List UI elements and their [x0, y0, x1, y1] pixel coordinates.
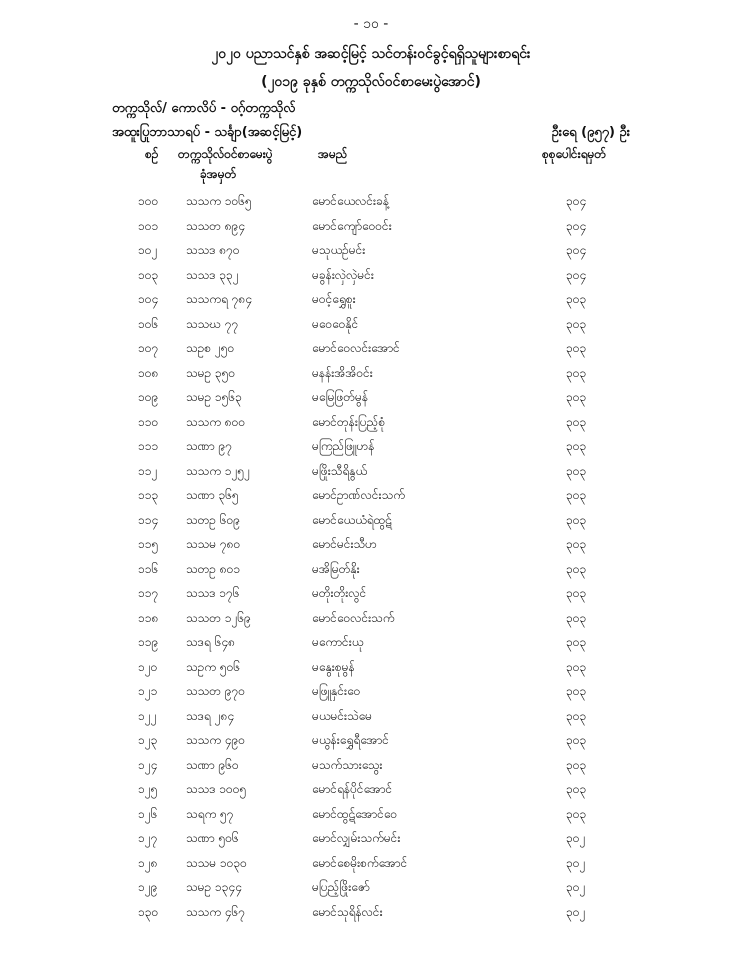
table-row: [0, 414, 742, 439]
row-name: မယမင်းသဲမေ: [312, 708, 373, 723]
row-no: ၁၀၉: [138, 390, 159, 404]
row-no: ၁၁၇: [138, 586, 159, 600]
document-subtitle: (၂၀၁၉ ခုနှစ် တက္ကသိုလ်ဝင်စာမေးပွဲအောင်): [261, 74, 481, 90]
table-row: [0, 218, 742, 243]
row-marks: ၃၀၃: [566, 439, 587, 453]
results-table: [0, 193, 742, 928]
table-row: [0, 610, 742, 635]
row-marks: ၃၀၃: [566, 537, 587, 551]
table-row: [0, 757, 742, 782]
row-marks: ၃၀၃: [566, 341, 587, 355]
table-row: [0, 463, 742, 488]
row-name: မောင်ဥာဏ်လင်းသက်: [312, 488, 405, 502]
row-roll: သသကရ ၇၈၄: [186, 292, 253, 306]
row-no: ၁၁၂: [138, 463, 158, 478]
row-marks: ၃၀၃: [566, 782, 587, 796]
row-roll: သသမ ၇၈၀: [186, 537, 241, 551]
row-roll: သသက ၈၀၀: [186, 414, 246, 429]
row-no: ၁၀၄: [138, 292, 159, 306]
table-row: [0, 512, 742, 537]
row-no: ၁၀၇: [138, 341, 159, 355]
row-roll: သသတ ၁၂၆၉: [186, 610, 251, 625]
row-marks: ၃၀၃: [566, 512, 587, 527]
row-marks: ၃၀၃: [566, 365, 587, 380]
row-name: မခွန်းလှဲလှဲမင်း: [312, 267, 374, 282]
row-roll: သမဥ ၃၅၀: [186, 365, 236, 380]
row-roll: သရက ၅၇: [186, 806, 234, 821]
row-no: ၁၀၁: [138, 218, 159, 233]
row-no: ၁၂၇: [138, 831, 158, 845]
row-marks: ၃၀၄: [566, 194, 587, 208]
row-roll: သဏာ ၉၇: [186, 439, 232, 453]
row-no: ၁၂၆: [138, 806, 158, 821]
row-marks: ၃၀၃: [566, 390, 587, 404]
row-roll: သသတ ၈၉၄: [186, 218, 246, 233]
row-no: ၁၂၃: [138, 733, 158, 747]
row-marks: ၃၀၃: [566, 414, 587, 429]
major-label: အထူးပြုဘာသာရပ် - သင်္ချာ(အဆင့်မြင့်): [112, 125, 303, 140]
row-no: ၁၁၀: [138, 414, 159, 429]
row-roll: သမဥ ၁၅၆၃: [186, 390, 242, 404]
row-roll: သသဒ ၁၀၀၅: [186, 782, 247, 796]
table-row: [0, 389, 742, 414]
row-no: ၁၂၁: [138, 684, 158, 698]
row-marks: ၃၀၃: [566, 806, 587, 821]
row-name: မဝင့်ရွှေစူး: [312, 292, 356, 306]
header-roll: တက္ကသိုလ်ဝင်စာမေးပွဲ: [178, 147, 273, 161]
page-number: - ၁၀ -: [353, 16, 389, 32]
row-marks: ၃၀၃: [566, 684, 587, 698]
row-no: ၁၀၂: [138, 243, 158, 257]
row-marks: ၃၀၂: [566, 880, 586, 894]
row-no: ၁၁၈: [138, 610, 159, 625]
row-marks: ၃၀၃: [566, 488, 587, 502]
table-row: [0, 585, 742, 610]
row-no: ၁၂၉: [138, 880, 158, 894]
table-row: [0, 830, 742, 855]
row-name: မဖြူနှင်းဝေ: [312, 684, 361, 698]
table-row: [0, 365, 742, 390]
row-roll: သဏာ ၉၆၀: [186, 757, 239, 772]
row-name: မယွန်းရွှေရီအောင်: [312, 733, 389, 747]
document-title: ၂၀၂၀ ပညာသင်နှစ် အဆင့်မြင့် သင်တန်းဝင်ခွင့်ရရှိသူများစာရင်း: [211, 46, 531, 62]
row-roll: သဏာ ၅၀၆: [186, 831, 239, 845]
header-name: အမည်: [318, 147, 348, 161]
row-name: မဝေဝေနိုင်: [312, 316, 359, 331]
row-name: မောင်စေမိုးစက်အောင်: [312, 855, 408, 870]
table-row: [0, 708, 742, 733]
table-row: [0, 267, 742, 292]
row-roll: သဒရ ၂၈၄: [186, 708, 235, 723]
table-row: [0, 781, 742, 806]
table-row: [0, 806, 742, 831]
row-name: မောင်ကျော်ဝေဝင်း: [312, 218, 392, 233]
row-no: ၁၂၄: [138, 757, 158, 772]
table-row: [0, 855, 742, 880]
table-row: [0, 683, 742, 708]
row-no: ၁၀၆: [138, 316, 159, 331]
row-marks: ၃၀၃: [566, 757, 587, 772]
row-marks: ၃၀၃: [566, 708, 587, 723]
table-row: [0, 291, 742, 316]
row-no: ၁၁၉: [138, 635, 159, 649]
row-marks: ၃၀၄: [566, 267, 587, 282]
row-no: ၁၂၈: [138, 855, 158, 870]
row-marks: ၃၀၃: [566, 659, 587, 674]
row-no: ၁၁၆: [138, 561, 159, 576]
row-marks: ၃၀၃: [566, 561, 587, 576]
table-row: [0, 879, 742, 904]
table-row: [0, 659, 742, 684]
header-no: စဉ်: [145, 147, 159, 161]
row-no: ၁၁၁: [138, 439, 159, 453]
row-no: ၁၀၀: [138, 194, 159, 208]
row-roll: သသတ ၉၇၀: [186, 684, 245, 698]
table-row: [0, 438, 742, 463]
row-roll: သဏာ ၃၆၅: [186, 488, 239, 502]
row-no: ၁၁၅: [138, 537, 159, 551]
table-row: [0, 487, 742, 512]
row-name: မနွေးစုမွန်: [312, 659, 355, 674]
row-roll: သသဃ ၇၇: [186, 316, 239, 331]
row-roll: သသက ၁၀၆၅: [186, 194, 252, 208]
university-label: တက္ကသိုလ်/ ကောလိပ် - ဝဂ့်တက္ကသိုလ်: [112, 101, 296, 116]
table-row: [0, 193, 742, 218]
row-roll: သဥက ၅၀၆: [186, 659, 241, 674]
row-roll: သဥစ ၂၅၀: [186, 341, 235, 355]
row-name: မောင်တုန်းပြည့်စုံ: [312, 414, 386, 429]
row-roll: သသက ၄၆၇: [186, 904, 246, 919]
row-roll: သသက ၄၉၀: [186, 733, 246, 747]
row-name: မောင်ထွဋ်အောင်ဝေ: [312, 806, 398, 821]
cutoff-label: ဦးရေ (၉၅၇) ဦး: [551, 125, 630, 140]
row-name: မောင်ဝေလင်းအောင်: [312, 341, 400, 355]
row-name: မောင်မင်းသီဟ: [312, 537, 377, 551]
row-no: ၁၀၈: [138, 365, 159, 380]
row-name: မမြေဖြတ်မွန်: [312, 390, 369, 404]
row-marks: ၃၀၂: [566, 831, 586, 845]
row-roll: သသမ ၁၀၃၀: [186, 855, 247, 870]
row-marks: ၃၀၂: [566, 855, 586, 870]
row-roll: သသဒ ၈၇၀: [186, 243, 240, 257]
row-marks: ၃၀၂: [566, 904, 586, 919]
row-roll: သတဥ ၆၀၉: [186, 512, 241, 527]
row-roll: သသက ၁၂၅၂: [186, 463, 251, 478]
row-name: မဖြိုးသီရိနွယ်: [312, 463, 368, 478]
row-marks: ၃၀၃: [566, 586, 587, 600]
row-marks: ၃၀၄: [566, 243, 587, 257]
row-marks: ၃၀၃: [566, 610, 587, 625]
row-marks: ၃၀၃: [566, 635, 587, 649]
row-name: မောင်သုရိန်လင်း: [312, 904, 383, 919]
row-name: မနန်းအိအိဝင်း: [312, 365, 373, 380]
row-name: မပြည့်ဖြိုးဇော်: [312, 880, 370, 894]
row-no: ၁၁၄: [138, 512, 159, 527]
table-row: [0, 316, 742, 341]
header-roll-2: ခုံအမှတ်: [200, 167, 237, 181]
row-name: မောင်ရန်ပိုင်အောင်: [312, 782, 393, 796]
row-no: ၁၂၀: [138, 659, 158, 674]
row-roll: သမဥ ၁၃၄၄: [186, 880, 242, 894]
row-marks: ၃၀၃: [566, 733, 587, 747]
row-name: မသုယဥ်မင်း: [312, 243, 366, 257]
row-name: မောင်လျှမ်းသက်မင်း: [312, 831, 401, 845]
row-name: မအိမြတ်နိုး: [312, 561, 360, 576]
row-name: မသက်သားသွေး: [312, 757, 383, 772]
row-name: မတိုးတိုးလွင်: [312, 586, 367, 600]
row-name: မောင်ယေလင်းခန့်: [312, 194, 390, 208]
row-no: ၁၀၃: [138, 267, 159, 282]
table-row: [0, 904, 742, 929]
table-row: [0, 340, 742, 365]
table-row: [0, 242, 742, 267]
header-marks: စုစုပေါင်းရမှတ်: [542, 147, 607, 161]
row-no: ၁၃၀: [138, 904, 159, 919]
row-marks: ၃၀၃: [566, 463, 587, 478]
row-name: မကောင်းယု: [312, 635, 364, 649]
table-row: [0, 634, 742, 659]
row-marks: ၃၀၃: [566, 292, 587, 306]
table-row: [0, 732, 742, 757]
row-name: မကြည်ဖြူဟန်: [312, 439, 375, 453]
row-roll: သသဒ ၁၇၆: [186, 586, 240, 600]
table-row: [0, 561, 742, 586]
row-name: မောင်ဝေလင်းသက်: [312, 610, 395, 625]
row-roll: သဒရ ၆၄၈: [186, 635, 235, 649]
row-marks: ၃၀၃: [566, 316, 587, 331]
row-no: ၁၂၂: [138, 708, 157, 723]
row-no: ၁၂၅: [138, 782, 158, 796]
row-roll: သသဒ ၃၃၂: [186, 267, 239, 282]
row-roll: သတဥ ၈၀၁: [186, 561, 241, 576]
table-row: [0, 536, 742, 561]
row-name: မောင်ယေယံရဲထွဋ်: [312, 512, 392, 527]
row-no: ၁၁၃: [138, 488, 159, 502]
row-marks: ၃၀၄: [566, 218, 587, 233]
